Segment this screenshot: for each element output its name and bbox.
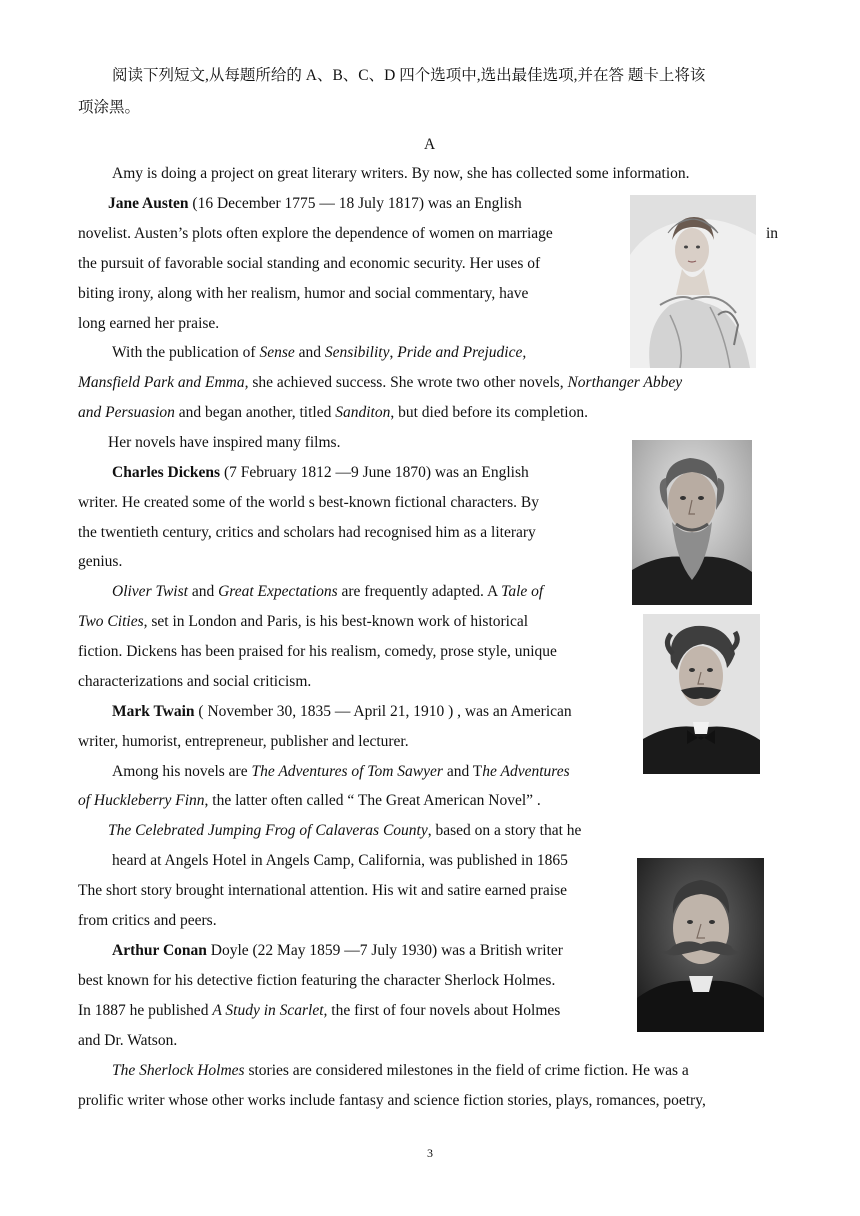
- arthur-conan-doyle-portrait: [637, 858, 764, 1032]
- book-title: The Celebrated Jumping Frog of Calaveras County: [108, 822, 428, 839]
- austen-line-7: [78, 373, 682, 393]
- austen-line-6: [112, 343, 526, 363]
- portrait-drawing: [632, 440, 752, 605]
- book-title: of Huckleberry Finn: [78, 792, 205, 809]
- doyle-line-6: prolific writer whose other works include fantasy and science fiction stories, plays, romances, poetry,: [78, 1092, 706, 1109]
- twain-line-3: [112, 762, 570, 782]
- portrait-drawing: [630, 195, 756, 368]
- twain-line-8: from critics and peers.: [78, 912, 217, 929]
- doyle-dates: Doyle (22 May 1859 —7 July 1930) was a British writer: [206, 942, 563, 959]
- book-title: Sanditon: [335, 404, 391, 421]
- dickens-line-1: [112, 463, 529, 483]
- book-title: Oliver Twist: [112, 583, 188, 600]
- doyle-name: Arthur Conan: [112, 942, 207, 959]
- book-title: Sensibility: [324, 344, 390, 361]
- book-title: he Adventures: [482, 763, 570, 780]
- text-span: Among his novels are: [112, 763, 252, 780]
- twain-line-2: writer, humorist, entrepreneur, publisher and lecturer.: [78, 733, 409, 750]
- text-span: and: [294, 344, 325, 361]
- book-title: Great Expectations: [218, 583, 338, 600]
- text-span: ,: [389, 344, 398, 361]
- doyle-line-5: [112, 1061, 689, 1081]
- dickens-line-5: [112, 582, 543, 602]
- book-title: Mansfield Park and Emma,: [78, 374, 249, 391]
- twain-line-4: [78, 791, 541, 811]
- jane-austen-portrait: [630, 195, 756, 368]
- portrait-drawing: [643, 614, 760, 774]
- book-title: Sense: [259, 344, 295, 361]
- twain-dates: ( November 30, 1835 — April 21, 1910 ) , was an American: [194, 703, 572, 720]
- dickens-line-7: fiction. Dickens has been praised for his realism, comedy, prose style, unique: [78, 643, 557, 660]
- austen-name: Jane Austen: [108, 195, 189, 212]
- twain-line-1: [112, 702, 572, 722]
- dickens-line-2: writer. He created some of the world s best-known fictional characters. By: [78, 494, 539, 511]
- dickens-line-8: characterizations and social criticism.: [78, 673, 312, 690]
- text-span: , based on a story that he: [427, 822, 582, 839]
- book-title: The Sherlock Holmes: [112, 1062, 245, 1079]
- book-title: and Persuasion: [78, 404, 175, 421]
- text-span: stories are considered milestones in the field of crime fiction. He was a: [244, 1062, 689, 1079]
- intro-text: Amy is doing a project on great literary writers. By now, she has collected some information.: [112, 165, 690, 182]
- section-label: A: [424, 136, 436, 153]
- austen-line-9: Her novels have inspired many films.: [108, 434, 341, 451]
- book-title: Pride and Prejudice,: [397, 344, 527, 361]
- text-span: the first of four novels about Holmes: [327, 1002, 561, 1019]
- text-span: , set in London and Paris, is his best-known work of historical: [143, 613, 529, 630]
- charles-dickens-portrait: [632, 440, 752, 605]
- austen-line-8: [78, 403, 588, 423]
- doyle-line-1: [112, 941, 563, 961]
- dickens-line-4: genius.: [78, 553, 123, 570]
- text-span: With the publication of: [112, 344, 260, 361]
- book-title: The Adventures of Tom Sawyer: [251, 763, 443, 780]
- book-title: Two Cities: [78, 613, 144, 630]
- austen-dates: (16 December 1775 — 18 July 1817) was an English: [188, 195, 522, 212]
- twain-line-6: heard at Angels Hotel in Angels Camp, California, was published in 1865: [112, 852, 568, 869]
- text-span: , but died before its completion.: [390, 404, 588, 421]
- dickens-name: Charles Dickens: [112, 464, 221, 481]
- book-title: Tale of: [501, 583, 544, 600]
- dickens-line-6: [78, 612, 528, 632]
- doyle-line-3: [78, 1001, 560, 1021]
- book-title: Northanger Abbey: [567, 374, 683, 391]
- text-span: are frequently adapted. A: [337, 583, 502, 600]
- twain-name: Mark Twain: [112, 703, 195, 720]
- dickens-dates: (7 February 1812 —9 June 1870) was an English: [220, 464, 529, 481]
- text-span: and began another, titled: [174, 404, 336, 421]
- austen-line-3: the pursuit of favorable social standing and economic security. Her uses of: [78, 255, 541, 272]
- dickens-line-3: the twentieth century, critics and scholars had recognised him as a literary: [78, 524, 536, 541]
- text-span: , the latter often called “ The Great American Novel” .: [204, 792, 541, 809]
- instructions-line-1: 阅读下列短文,从每题所给的 A、B、C、D 四个选项中,选出最佳选项,并在答 题卡上将该: [112, 67, 706, 84]
- instructions-line-2: 项涂黑。: [78, 99, 141, 116]
- austen-line-1: [108, 194, 522, 214]
- twain-line-5: [108, 821, 581, 841]
- austen-line-2-tail: in: [766, 225, 779, 242]
- doyle-line-4: and Dr. Watson.: [78, 1032, 178, 1049]
- austen-line-5: long earned her praise.: [78, 315, 220, 332]
- page-number: 3: [427, 1146, 433, 1160]
- austen-line-2: novelist. Austen’s plots often explore the dependence of women on marriage: [78, 225, 553, 242]
- text-span: she achieved success. She wrote two other novels,: [248, 374, 568, 391]
- text-span: and: [187, 583, 219, 600]
- text-span: In 1887 he published: [78, 1002, 213, 1019]
- mark-twain-portrait: [643, 614, 760, 774]
- book-title: A Study in Scarlet,: [212, 1002, 328, 1019]
- austen-line-4: biting irony, along with her realism, humor and social commentary, have: [78, 285, 529, 302]
- doyle-line-2: best known for his detective fiction featuring the character Sherlock Holmes.: [78, 972, 556, 989]
- twain-line-7: The short story brought international attention. His wit and satire earned praise: [78, 882, 567, 899]
- text-span: and T: [442, 763, 483, 780]
- portrait-drawing: [637, 858, 764, 1032]
